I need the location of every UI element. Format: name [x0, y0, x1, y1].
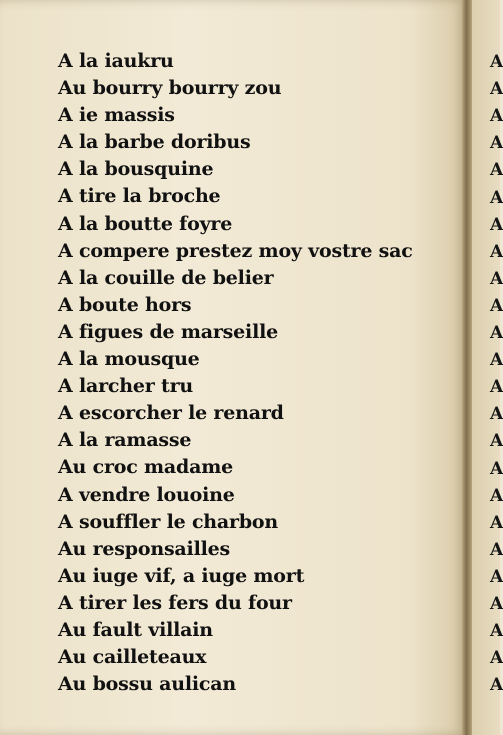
list-item: Au fault villain [58, 618, 213, 641]
list-item: A compere prestez moy vostre sac [58, 239, 413, 262]
list-item: A ie massis [58, 104, 175, 127]
list-item: A tirer les fers du four [58, 591, 292, 614]
facing-page-letter: A [490, 675, 503, 696]
list-item: Au responsailles [58, 537, 230, 560]
facing-page-letter: A [490, 566, 503, 587]
game-list [58, 48, 413, 698]
list-item: A escorcher le renard [58, 402, 284, 425]
facing-page-letter: A [490, 323, 503, 343]
facing-page-letter: A [490, 52, 503, 72]
facing-page-letter: A [490, 621, 503, 642]
facing-page-letter: A [490, 241, 503, 262]
list-item: A la couille de belier [58, 266, 274, 289]
list-item: A figues de marseille [58, 320, 278, 343]
list-item: Au croc madame [58, 456, 234, 479]
list-item: A la iaukru [58, 50, 174, 72]
list-item: A souffler le charbon [58, 510, 279, 533]
facing-page-letter: A [490, 377, 503, 398]
facing-page-letter: A [490, 187, 503, 208]
facing-page-letter: A [490, 268, 503, 289]
facing-page-letter: A [490, 485, 503, 506]
facing-page-letter: A [490, 295, 503, 316]
facing-page-letter: A [490, 539, 503, 560]
list-item: A la boutte foyre [58, 212, 233, 235]
list-item: A tire la broche [58, 185, 221, 208]
facing-page-letter: A [490, 512, 503, 533]
facing-page-letter: A [490, 350, 503, 371]
facing-page-letter: A [490, 160, 503, 181]
facing-page-edge [472, 0, 503, 735]
facing-page-letter: A [490, 106, 503, 127]
list-item: A la bousquine [58, 158, 214, 181]
list-item: A vendre louoine [58, 483, 235, 506]
facing-page-letter: A [490, 79, 503, 100]
facing-page-letter: A [490, 648, 503, 669]
facing-page-letter: A [490, 404, 503, 425]
list-item: A la ramasse [58, 429, 192, 452]
facing-page-letter: A [490, 133, 503, 154]
list-item: A la mousque [58, 348, 200, 371]
list-item: A larcher tru [58, 375, 193, 398]
list-item: Au iuge vif, a iuge mort [58, 564, 305, 587]
facing-page-letter: A [490, 594, 503, 614]
facing-page-letter: A [490, 431, 503, 452]
list-item: Au bossu aulican [58, 673, 237, 696]
list-item: Au cailleteaux [58, 646, 207, 669]
facing-page-letter: A [490, 214, 503, 235]
book-gutter [462, 0, 472, 735]
list-item: Au bourry bourry zou [58, 77, 282, 100]
list-item: A boute hors [58, 293, 192, 316]
list-item: A la barbe doribus [58, 131, 251, 154]
facing-page-letter: A [490, 458, 503, 479]
